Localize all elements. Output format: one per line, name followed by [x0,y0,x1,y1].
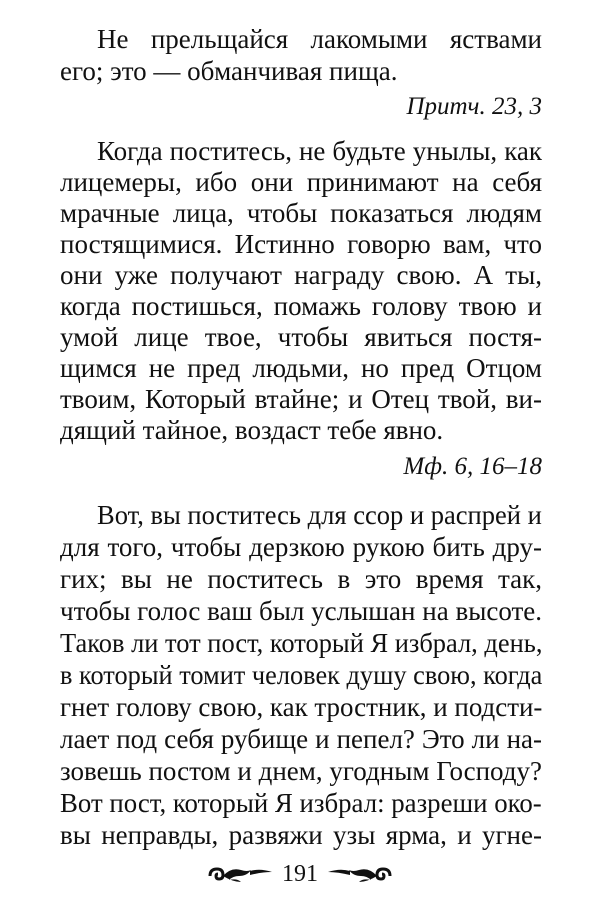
text-line-content: в который томит человек душу свою, когда [60,660,543,690]
page-number: 191 [282,860,318,887]
text-line-content: Когда поститесь, не будьте унылы, как [97,136,542,166]
text-line-content: умой лице твое, чтобы явиться постя- [60,322,542,352]
text-line-content: они уже получают награду свою. А ты, [60,260,542,290]
text-line-content: зовешь постом и днем, угодным Господу? [60,756,542,786]
text-line-content: чтобы голос ваш был услышан на высоте. [60,596,542,626]
text-line-content: Не прельщайся лакомыми яствами [97,24,542,54]
text-line-content: гнет голову свою, как тростник, и подсти- [60,692,543,722]
text-line [60,596,542,627]
text-line [60,788,542,819]
text-line-content: лает под себя рубище и пепел? Это ли на- [60,724,542,754]
text-line [60,384,542,415]
text-line [60,660,542,691]
text-line [60,692,542,723]
text-line [60,56,542,87]
text-line [60,724,542,755]
text-line [60,820,542,851]
text-line-content: вы неправды, развяжи узы ярма, и угне- [60,820,542,850]
scripture-reference: Притч. 23, 3 [406,93,542,120]
text-line-content: лицемеры, ибо они принимают на себя [60,167,542,197]
text-line [60,229,542,260]
text-line-content: дящий тайное, воздаст тебе явно. [60,415,444,445]
text-line [97,136,542,167]
text-line-content: Вот пост, который Я избрал: разреши око- [60,788,542,818]
text-line [60,198,542,229]
scripture-reference: Мф. 6, 16–18 [403,453,542,480]
text-line-content: постящимися. Истинно говорю вам, что [60,229,542,259]
text-line [97,500,542,531]
text-line-content: твоим, Который втайне; и Отец твой, ви- [60,384,542,414]
text-line-content: мрачные лица, чтобы показаться людям [60,198,542,228]
text-line-content: когда постишься, помажь голову твою и [60,291,542,321]
text-line [60,353,542,384]
text-line-content: Вот, вы поститесь для ссор и распрей и [97,500,542,530]
text-line [60,291,542,322]
text-line-content: щимся не пред людьми, но пред Отцом [60,353,542,383]
page-footer [0,858,600,890]
text-line-content: для того, чтобы дерзкою рукою бить дру- [60,532,542,562]
text-line-content: Таков ли тот пост, который Я избрал, день, [60,628,543,658]
text-line-content: его; это — обманчивая пища. [60,56,398,86]
text-line-content: гих; вы не поститесь в это время так, [60,564,542,594]
text-line [60,260,542,291]
text-line [97,24,542,55]
text-line [60,167,542,198]
text-line [60,628,542,659]
text-line [60,564,542,595]
right-ornament-icon [326,862,394,886]
left-ornament-icon [206,862,274,886]
text-line [60,756,542,787]
text-line [60,322,542,353]
text-line [60,415,542,446]
text-line [60,532,542,563]
